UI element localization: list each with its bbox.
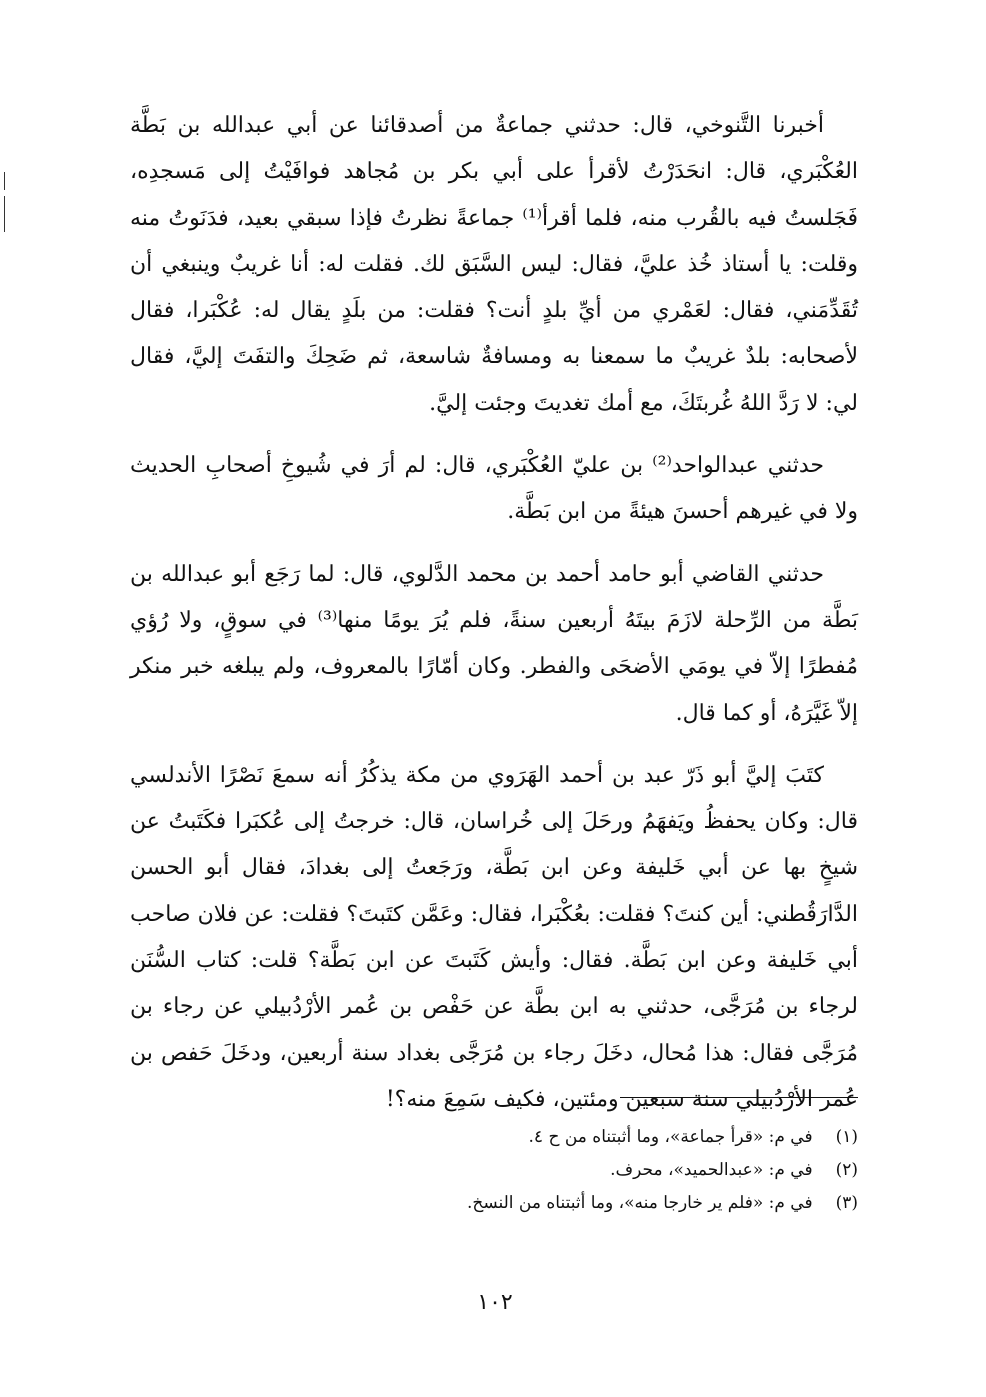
- scan-edge-mark: [4, 172, 5, 190]
- paragraph: حدثني عبدالواحد⁽²⁾ بن عليّ العُكْبَري، قال: لم أرَ في شُيوخِ أصحابِ الحديث ولا في غيرهم أحسنَ هيئةً من ابن بَطَّة.: [130, 453, 858, 525]
- footnote-number: (٢): [835, 1160, 858, 1180]
- footnote-number: (١): [835, 1127, 858, 1147]
- scan-edge-mark: [4, 196, 5, 232]
- footnote-text: في م: «قرأ جماعة»، وما أثبتناه من ح ٤.: [528, 1127, 813, 1147]
- main-text: [130, 103, 858, 1123]
- paragraph: أخبرنا التَّنوخي، قال: حدثني جماعةٌ من أصدقائنا عن أبي عبدالله بن بَطَّة العُكْبَري، قال: انحَدَرْتُ لأقرأ على أبي بكر بن مُجاهد فوافَيْتُ إلى مَسجدِه، فَجَلستُ فيه بالقُرب منه، فلما أقرأ⁽¹⁾ جماعةً نظرتُ فإذا سبقي بعيد، فدَنَوتُ منه وقلت: يا أستاذ خُذ عليَّ، فقال: ليس السَّبَق لك. فقلت له: أنا غريبٌ وينبغي أن تُقَدِّمَني، فقال: لعَمْري من أيِّ بلدٍ أنت؟ فقلت: من بلَدٍ يقال له: عُكْبَرا، فقال لأصحابه: بلدٌ غريبٌ ما سمعنا به ومسافةٌ شاسعة، ثم ضَحِكَ والتفَتَ إليَّ، فقال لي: لا رَدَّ اللهُ غُربتَكَ، مع أمك تغديتَ وجئت إليَّ.: [130, 113, 858, 416]
- footnote-text: في م: «عبدالحميد»، محرف.: [610, 1160, 813, 1180]
- footnotes: [380, 1121, 858, 1220]
- paragraph: حدثني القاضي أبو حامد أحمد بن محمد الدَّلوي، قال: لما رَجَع أبو عبدالله بن بَطَّة من الرِّحلة لازَمَ بيتَهُ أربعين سنةً، فلم يُرَ يومًا منها⁽³⁾ في سوقٍ، ولا رُؤي مُفطرًا إلاّ في يومَي الأضحَى والفطر. وكان أمّارًا بالمعروف، ولم يبلغه خبر منكر إلاّ غَيَّرَهُ، أو كما قال.: [130, 561, 858, 726]
- footnote-number: (٣): [835, 1193, 858, 1213]
- footnote: [380, 1121, 858, 1154]
- footnote-separator: [620, 1097, 858, 1098]
- paragraph: كتَبَ إليَّ أبو ذَرّ عبد بن أحمد الهَرَوي من مكة يذكُرُ أنه سمعَ نَصْرًا الأندلسي قال: وكان يحفظُ ويَفهَمُ ورحَلَ إلى خُراسان، قال: خرجتُ إلى عُكبَرا فكَتَبتُ عن شيخٍ بها عن أبي خَليفة وعن ابن بَطَّة، ورَجَعتُ إلى بغدادَ، فقال أبو الحسن الدَّارَقُطني: أين كنتَ؟ فقلت: بعُكْبَرا، فقال: وعَمَّن كتَبتَ؟ فقلت: عن فلان صاحب أبي خَليفة وعن ابن بَطَّة. فقال: وأيش كَتَبتَ عن ابن بَطَّة؟ قلت: كتاب السُّنَن لرجاء بن مُرَجَّى، حدثني به ابن بطَّة عن حَفْص بن عُمر الأرْدُبيلي عن رجاء بن مُرَجَّى فقال: هذا مُحال، دخَلَ رجاء بن مُرَجَّى بغداد سنة أربعين، ودخَلَ حَفص بن عُمر الأرْدُبيلي سنة سبعين ومئتين، فكيف سَمِعَ منه؟!: [130, 762, 858, 1112]
- page-number: ١٠٢: [477, 1290, 513, 1315]
- footnote: [380, 1187, 858, 1220]
- footnote-text: في م: «فلم ير خارجا منه»، وما أثبتناه من النسخ.: [466, 1193, 813, 1213]
- footnote: [380, 1154, 858, 1187]
